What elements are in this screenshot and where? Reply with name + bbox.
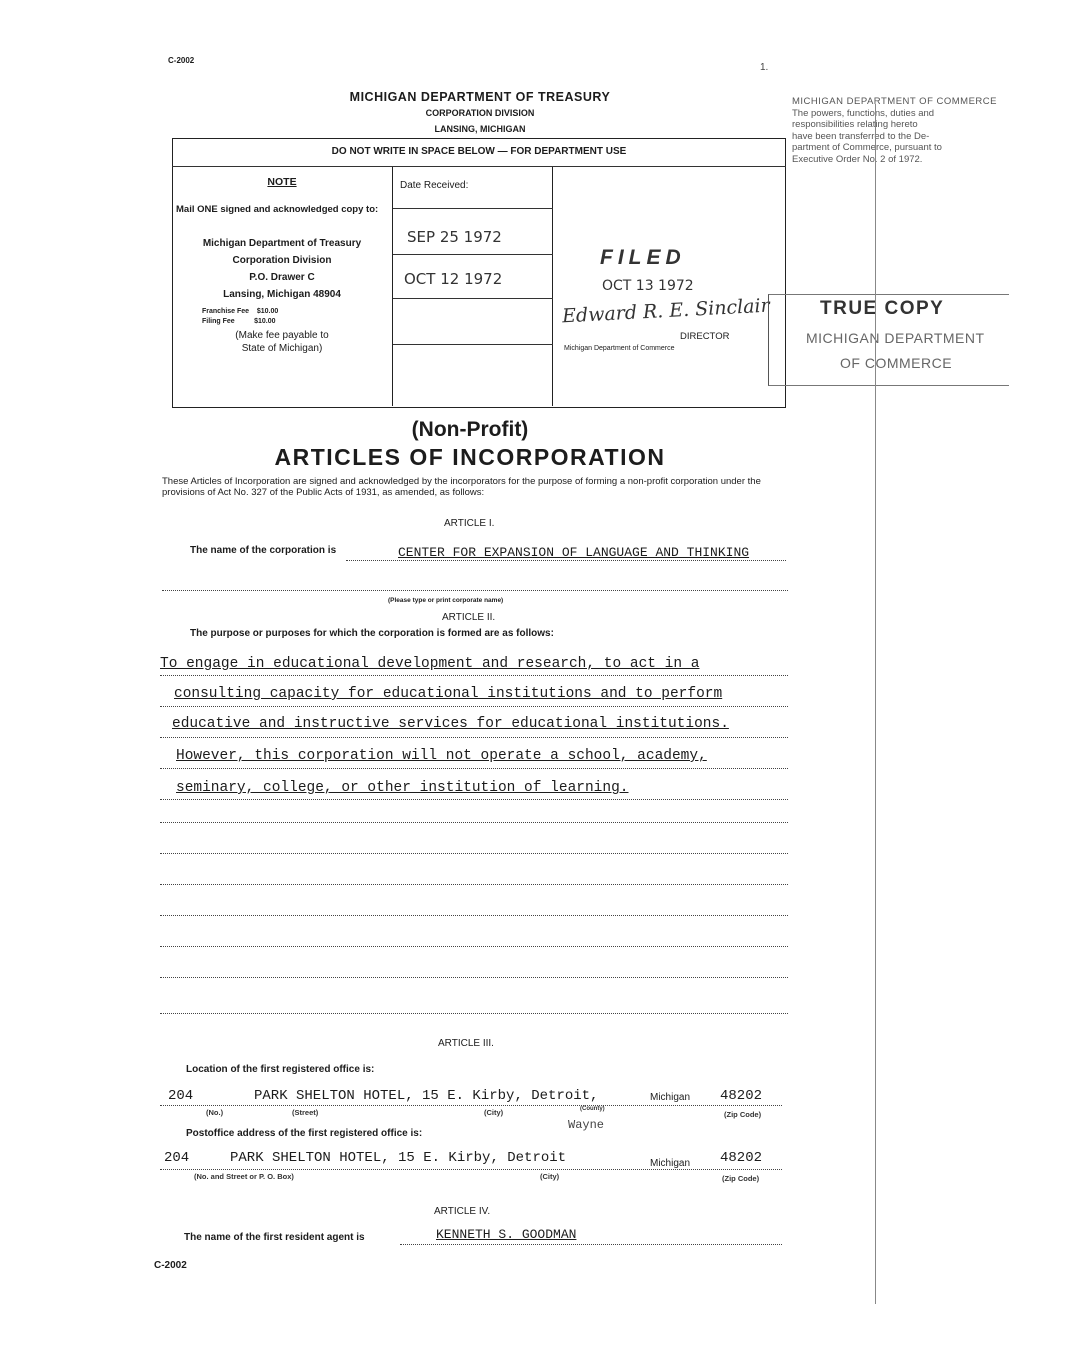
- office-zip: 48202: [720, 1088, 763, 1104]
- article-1-heading: ARTICLE I.: [444, 518, 495, 529]
- commerce-note-line: The powers, functions, duties and: [792, 107, 935, 119]
- corporation-name-hint: (Please type or print corporate name): [388, 597, 504, 604]
- postal-zip: 48202: [720, 1150, 763, 1166]
- fill-line: [160, 675, 788, 676]
- fill-line: [160, 884, 788, 885]
- divider: [393, 344, 553, 345]
- mail-address-line: P.O. Drawer C: [249, 272, 315, 283]
- purpose-line: However, this corporation will not operate a school, academy,: [176, 748, 707, 764]
- purpose-line: consulting capacity for educational institutions and to perform: [174, 686, 723, 702]
- office-number: 204: [168, 1088, 194, 1104]
- true-copy-title: TRUE COPY: [820, 298, 945, 319]
- payable-note: State of Michigan): [241, 343, 323, 354]
- date-stamp: OCT 12 1972: [404, 270, 503, 288]
- divider: [393, 298, 553, 299]
- commerce-note-line: MICHIGAN DEPARTMENT OF COMMERCE: [792, 96, 997, 107]
- fill-line: [160, 1105, 782, 1106]
- article-3-heading: ARTICLE III.: [438, 1038, 494, 1049]
- resident-agent-value: KENNETH S. GOODMAN: [436, 1227, 577, 1242]
- header-city: LANSING, MICHIGAN: [434, 124, 526, 134]
- header-division: CORPORATION DIVISION: [425, 108, 535, 118]
- director-department: Michigan Department of Commerce: [564, 345, 675, 352]
- filed-date: OCT 13 1972: [602, 278, 694, 294]
- true-copy-dept: OF COMMERCE: [840, 355, 953, 371]
- caption-postal-street: (No. and Street or P. O. Box): [194, 1172, 294, 1181]
- fill-line: [160, 1169, 782, 1170]
- fill-line: [160, 853, 788, 854]
- mail-address-line: Corporation Division: [232, 255, 332, 266]
- office-state: Michigan: [650, 1092, 691, 1103]
- postal-address-label: Postoffice address of the first registered office is:: [186, 1128, 423, 1139]
- corporation-name-value: CENTER FOR EXPANSION OF LANGUAGE AND THINKING: [398, 545, 750, 560]
- document-subtitle: (Non-Profit): [411, 418, 529, 441]
- article-2-heading: ARTICLE II.: [442, 612, 496, 623]
- caption-number: (No.): [206, 1108, 224, 1117]
- fill-line: [160, 822, 788, 823]
- scan-fold-line: [875, 104, 876, 1304]
- resident-agent-label: The name of the first resident agent is: [184, 1232, 365, 1243]
- fee-label: Franchise Fee: [202, 308, 250, 315]
- office-county: Wayne: [568, 1118, 605, 1132]
- fee-label: Filing Fee: [202, 318, 235, 325]
- document-intro: These Articles of Incorporation are signed and acknowledged by the incorporators for the purpose of forming a non-profit corporation under the provisions of Act No. 327 of the Public Acts of 1931, as amended, as follows:: [162, 476, 761, 498]
- postal-number: 204: [164, 1150, 190, 1166]
- fill-line: [160, 1013, 788, 1014]
- date-received-label: Date Received:: [400, 180, 469, 191]
- date-stamp: SEP 25 1972: [407, 228, 502, 246]
- purpose-line: educative and instructive services for educational institutions.: [172, 716, 729, 732]
- true-copy-dept: MICHIGAN DEPARTMENT: [806, 330, 985, 346]
- office-street: PARK SHELTON HOTEL, 15 E. Kirby, Detroit,: [254, 1088, 599, 1104]
- header-title: MICHIGAN DEPARTMENT OF TREASURY: [349, 90, 611, 104]
- commerce-note-line: Executive Order No. 2 of 1972.: [792, 153, 923, 165]
- note-title: NOTE: [267, 176, 297, 188]
- commerce-note-line: responsibilities relating hereto: [792, 119, 918, 130]
- divider: [552, 167, 553, 406]
- fill-line: [160, 799, 788, 800]
- fill-line: [160, 737, 788, 738]
- director-signature: Edward R. E. Sinclair: [561, 294, 771, 328]
- divider: [393, 254, 553, 255]
- office-location-label: Location of the first registered office is:: [186, 1064, 375, 1075]
- purpose-line: To engage in educational development and research, to act in a: [160, 656, 700, 672]
- commerce-transfer-note: [792, 96, 1062, 165]
- commerce-note-line: have been transferred to the De-: [792, 130, 930, 142]
- caption-postal-city: (City): [540, 1172, 560, 1181]
- fee-amount: $10.00: [254, 318, 276, 325]
- document-title: ARTICLES OF INCORPORATION: [274, 444, 666, 470]
- filed-stamp: FILED: [600, 246, 686, 269]
- mail-address-line: Michigan Department of Treasury: [202, 238, 362, 249]
- fill-line: [400, 1244, 782, 1245]
- fill-line: [346, 560, 786, 561]
- corporation-name-label: The name of the corporation is: [190, 545, 337, 556]
- article-4-heading: ARTICLE IV.: [434, 1206, 491, 1217]
- fill-line: [160, 977, 788, 978]
- payable-note: (Make fee payable to: [235, 330, 329, 341]
- department-use-heading: DO NOT WRITE IN SPACE BELOW — FOR DEPARTMENT USE: [331, 146, 627, 157]
- purpose-label: The purpose or purposes for which the corporation is formed are as follows:: [190, 628, 554, 639]
- postal-state: Michigan: [650, 1158, 691, 1169]
- caption-street: (Street): [292, 1108, 319, 1117]
- fee-amount: $10.00: [256, 308, 279, 315]
- fill-line: [160, 946, 788, 947]
- caption-city: (City): [484, 1108, 504, 1117]
- page-mark: 1.: [760, 62, 769, 73]
- fill-line: [160, 915, 788, 916]
- caption-postal-zip: (Zip Code): [722, 1174, 760, 1183]
- mailing-note: [176, 176, 388, 355]
- fill-line: [160, 706, 788, 707]
- form-code-bottom: C-2002: [154, 1260, 187, 1271]
- postal-street: PARK SHELTON HOTEL, 15 E. Kirby, Detroit: [230, 1150, 567, 1166]
- fill-line: [162, 590, 788, 591]
- caption-zip: (Zip Code): [724, 1110, 762, 1119]
- mail-address-line: Lansing, Michigan 48904: [223, 289, 341, 300]
- divider: [393, 208, 553, 209]
- fill-line: [160, 768, 788, 769]
- divider: [392, 167, 393, 406]
- purpose-line: seminary, college, or other institution of learning.: [176, 780, 629, 796]
- caption-county: (County): [580, 1106, 605, 1112]
- mail-instructions: Mail ONE signed and acknowledged copy to:: [176, 204, 379, 215]
- commerce-note-line: partment of Commerce, pursuant to: [792, 142, 942, 153]
- divider: [172, 166, 786, 167]
- form-code-top: C-2002: [168, 56, 195, 65]
- director-title: DIRECTOR: [680, 331, 730, 342]
